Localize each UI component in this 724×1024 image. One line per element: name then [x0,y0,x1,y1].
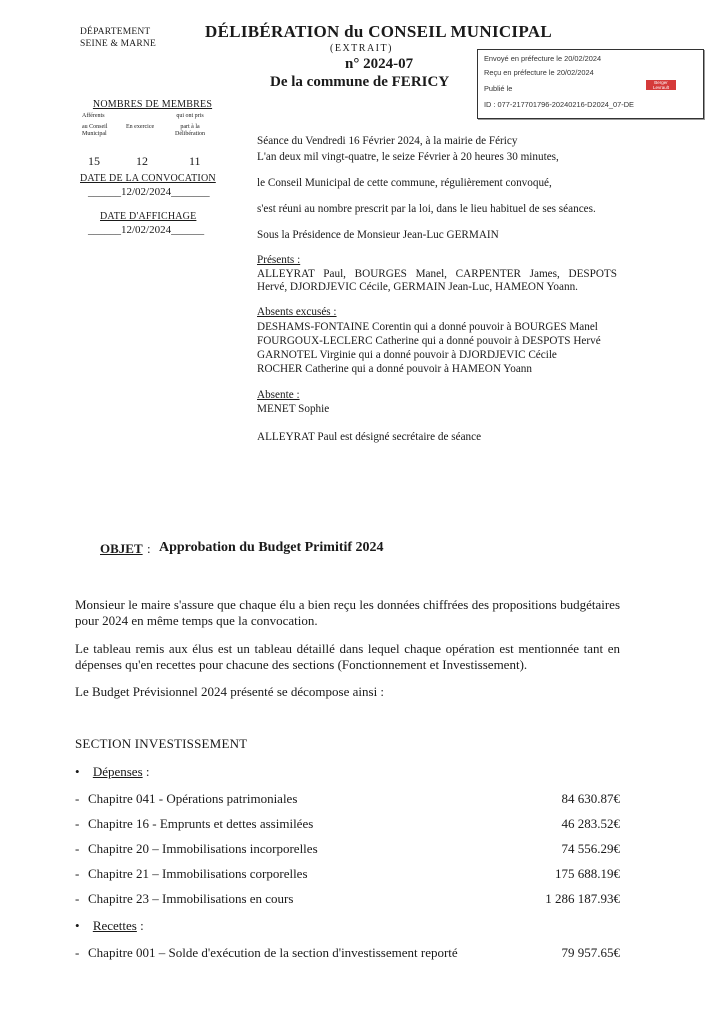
presents-list [257,268,617,294]
stamp-published: Publié le [484,84,513,93]
presents-line: Hervé, DJORDJEVIC Cécile, GERMAIN Jean-Luc, HAMEON Yoann. [257,281,578,294]
depenses-heading [75,764,150,780]
row-label: Chapitre 23 – Immobilisations en cours [88,891,294,906]
members-box [80,99,225,140]
members-header: NOMBRES DE MEMBRES [92,99,213,110]
presents-label: Présents : [257,254,301,266]
col-text: Délibération [175,131,205,137]
excuses-list [257,320,601,376]
seance-line: Séance du Vendredi 16 Février 2024, à la mairie de Féricy [257,135,518,147]
paragraph-2: Le tableau remis aux élus est un tableau détaillé dans lequel chaque opération est mentionnée tant en dépenses qu'en recettes pour chacune des sections (Fonctionnement et Investissement). [75,641,620,672]
excuse-item: DESHAMS-FONTAINE Corentin qui a donné pouvoir à BOURGES Manel [257,321,598,333]
prefecture-stamp [477,49,704,119]
affichage-date: ______12/02/2024______ [88,224,205,236]
absente-name: MENET Sophie [257,403,330,415]
objet-label: OBJET [100,541,143,556]
dash-icon: - [75,891,80,906]
seance-line: s'est réuni au nombre prescrit par la loi, dans le lieu habituel de ses séances. [257,203,596,215]
depenses-label: Dépenses [92,764,143,779]
recettes-heading [75,918,144,934]
seance-line: L'an deux mil vingt-quatre, le seize Février à 20 heures 30 minutes, [257,151,559,163]
paragraph-1: Monsieur le maire s'assure que chaque élu a bien reçu les données chiffrées des propositions budgétaires pour 2024 en même temps que la convocation. [75,597,620,628]
col-text: part à la [180,124,200,130]
dash-icon: - [75,791,80,806]
document-title: DÉLIBÉRATION du CONSEIL MUNICIPAL [205,22,552,41]
row-label: Chapitre 16 - Emprunts et dettes assimilées [88,816,314,831]
deliberation-number: n° 2024-07 [345,56,414,72]
excuse-item: FOURGOUX-LECLERC Catherine qui a donné pouvoir à DESPOTS Hervé [257,335,601,347]
col-text: qui ont pris [176,113,204,119]
count-afferents: 15 [88,154,100,168]
stamp-id: ID : 077-217701796-20240216-D2024_07-DE [484,100,634,109]
excuses-label: Absents excusés : [257,306,337,318]
extrait-label: (EXTRAIT) [330,43,393,54]
bullet-icon: • [75,764,80,779]
dash-icon: - [75,841,80,856]
col-deliberation [175,113,205,138]
row-label: Chapitre 041 - Opérations patrimoniales [88,791,298,806]
row-amount: 84 630.87€ [561,791,620,806]
col-text: Afférents [82,113,105,119]
colon: : [136,918,144,933]
stamp-sent: Envoyé en préfecture le 20/02/2024 [484,54,602,63]
members-counts [88,154,201,169]
col-exercice: En exercice [126,124,155,130]
convocation-date-value: 12/02/2024 [121,186,172,198]
row-amount: 79 957.65€ [561,945,620,960]
presents-line: ALLEYRAT Paul, BOURGES Manel, CARPENTER James, DESPOTS [257,268,617,280]
seance-line: le Conseil Municipal de cette commune, régulièrement convoqué, [257,177,552,189]
count-votants: 11 [189,154,201,168]
col-afferents [82,113,108,138]
row-amount: 1 286 187.93€ [545,891,620,906]
department-line: SEINE & MARNE [80,39,156,49]
colon: : [142,764,150,779]
row-amount: 74 556.29€ [561,841,620,856]
commune-title: De la commune de FERICY [270,74,450,90]
row-amount: 175 688.19€ [555,866,620,881]
row-label: Chapitre 21 – Immobilisations corporelles [88,866,308,881]
row-label: Chapitre 20 – Immobilisations incorporelles [88,841,318,856]
convocation-label: DATE DE LA CONVOCATION [80,173,216,184]
secretaire-line: ALLEYRAT Paul est désigné secrétaire de séance [257,431,482,443]
objet-separator: : [147,541,151,556]
convocation-date: ______12/02/2024_______ [88,186,210,198]
recettes-label: Recettes [92,918,137,933]
affichage-date-value: 12/02/2024 [121,224,172,236]
department-line: DÉPARTEMENT [80,27,151,37]
dash-icon: - [75,945,80,960]
stamp-received: Reçu en préfecture le 20/02/2024 [484,68,594,77]
objet-title: Approbation du Budget Primitif 2024 [159,540,384,555]
paragraph-3: Le Budget Prévisionnel 2024 présenté se décompose ainsi : [75,684,385,699]
col-text: au Conseil [82,124,108,130]
excuse-item: GARNOTEL Virginie qui a donné pouvoir à DJORDJEVIC Cécile [257,349,557,361]
excuse-item: ROCHER Catherine qui a donné pouvoir à HAMEON Yoann [257,363,532,375]
row-amount: 46 283.52€ [561,816,620,831]
berger-levrault-logo: Berger Levrault [646,80,676,90]
affichage-label: DATE D'AFFICHAGE [100,211,197,222]
dash-icon: - [75,816,80,831]
row-label: Chapitre 001 – Solde d'exécution de la section d'investissement reporté [88,945,458,960]
presidence-line: Sous la Présidence de Monsieur Jean-Luc GERMAIN [257,229,499,241]
dash-icon: - [75,866,80,881]
members-columns [80,110,225,140]
col-text: Municipal [82,131,107,137]
count-exercice: 12 [136,154,148,168]
department-label [80,26,156,50]
section-title: SECTION INVESTISSEMENT [75,736,248,751]
absente-label: Absente : [257,389,300,401]
bullet-icon: • [75,918,80,933]
